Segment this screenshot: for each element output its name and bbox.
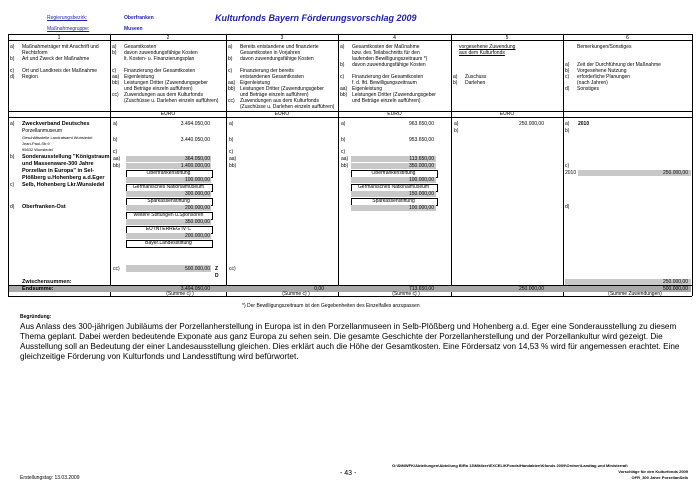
col-number-2: 2 [166,35,170,41]
col3-c-label: c) [229,149,234,155]
begruendung-label: Begründung: [20,314,52,320]
col6-zwischen-value: 250.000,00 [662,279,688,285]
col2-dritte-5-name: EU INTERREG IV C [145,226,192,232]
col4-bb-value: 350.000,00 [408,163,434,169]
col4-a-label: a) [341,121,346,127]
col4-aa-label: aa) [341,156,349,162]
col4-bb-label: bb) [341,163,349,169]
begruendung-text: Aus Anlass des 300-jährigen Jubiläums der Porzellanherstellung in Europa ist in den Porzellanmuseen in Selb-Plößberg und Hohenberg a.d. Eger eine Sonderausstellung zu diesem Thema geplant. Dabei werden bedeutende Exponate aus ganz Europa zu sehen sein. Die gesamte Geschichte der Porzellanherstellung und der Porzellankultur wird gezeigt. Die Ausstellung soll an Bedeutung der einer Landesausstellung gleichen. Dies erklärt auch die Höhe der Gesamtkosten. Eine Fördersatz von 14,53 % wird für angemessen erachtet. Eine gleichzeitige Förderung von Kulturfonds und Landesstiftung wird befürwortet. [20,322,680,361]
col2-dritte-6-name: Bayer.Landesstiftung [145,240,192,246]
footer-path-3: OFR_300 Jahre PorzellanSelb [631,475,688,480]
col3-a-label: a) [229,121,234,127]
col2-dritte-1-name: Oberfrankenstiftung [146,170,191,176]
col2-aa-label: aa) [113,156,121,162]
col3-bb-label: bb) [229,163,237,169]
project-address-1: Geschäftsstelle Landratsamt Wunsiedel [22,135,93,140]
col3-b-label: b) [229,137,234,143]
col4-dritte-2-name: Germanisches Nationalmuseum [357,184,430,190]
project-purpose-4: Plößberg u.Hohenberg a.d.Eger [22,175,105,181]
project-name: Zweckverband Deutsches [22,121,90,127]
col4-header: a) Gesamtkosten der Maßnahme bzw. des Teilabschnitts für den laufenden Bewilligungszeitraum *) b) davon zuwendungsfähige Kosten c) Finanzierung der Gesamtkosten f. d. lfd. Bewilligungszeitraum aa) Eigenleistung bb) Leistungen Dritter (Zuwendungsgeber und Beträge einzeln aufführen) [340,44,436,104]
col4-aa-value: 113.650,00 [409,156,434,162]
project-name2: Porzellanmuseum [22,128,63,134]
col2-b-label: b) [113,137,118,143]
col4-dritte-3-value: 100.000,00 [408,205,434,211]
footer-path-2: Vorschläge für den Kulturfonds 2009 [618,469,688,474]
project-location: Selb, Hohenberg Lkr.Wunsiedel [22,182,105,188]
col5-end-value: 250.000,00 [518,286,544,292]
col6-b-label: b) [565,128,570,134]
col2-bb-label: bb) [113,163,121,169]
col4-b-label: b) [341,137,346,143]
project-b-label: b) [10,154,15,160]
col2-dritte-5-value: 200.000,00 [184,233,210,239]
col2-dritte-4-name: weitere Stiftungen u.Sponsoren [133,212,204,218]
col5-header: vorgesehene Zuwendung aus dem Kulturfonds a) Zuschuss b) Darlehen [453,44,516,86]
col6-c-year: 2010 [565,170,577,176]
currency-col4: EURO [387,111,402,117]
project-c-label: c) [10,182,15,188]
col5-a-value: 250.000,00 [518,121,544,127]
col6-sum-label: (Summe Zuwendungen) [608,291,662,297]
col2-aa-value: 364.050,00 [184,156,210,162]
col6-header: Bemerkungen/Sonstiges a) Zeit der Durchführung der Maßnahme b) Vorgesehene Nutzung c) erforderliche Planungen (nach Jahren) d) Sonstiges [565,44,661,92]
col2-cc-value: 500.000,00 [184,266,210,272]
category-value: Museen [124,26,143,32]
project-region: Oberfranken-Ost [22,204,66,210]
footnote: *) Der Bewilligungszeitraum ist den Gegebenheiten des Einzelfalles anzupassen [242,303,420,309]
col-number-1: 1 [57,35,61,41]
col2-header: a) Gesamtkosten b) davon zuwendungsfähige Kosten lt. Kosten- u. Finanzierungsplan c) Finanzierung der Gesamtkosten aa) Eigenleistung bb) Leistungen Dritter (Zuwendungsgeber und Beträge einzeln aufführen) cc) Zuwendungen aus dem Kulturfonds (Zuschüsse u. Darlehen einzeln aufführen) [112,44,219,104]
col5-b-label: b) [454,128,459,134]
col2-a-label: a) [113,121,118,127]
col3-sum-label: (Summe c) ) [282,291,310,297]
col2-end-value: 3.494.050,00 [180,286,210,292]
col4-sum-label: (Summe c) ) [392,291,420,297]
col4-dritte-1-name: Oberfrankenstiftung [371,170,416,176]
col4-dritte-3-name: Sparkassenstiftung [372,198,415,204]
col6-c-label: c) [565,163,570,169]
col2-a-value: 3.494.050,00 [180,121,210,127]
col6-end-value: 500.000,00 [662,286,688,292]
col2-cc-flag-d: D [215,273,219,279]
col2-bb-value: 1.400.000,00 [180,163,210,169]
col2-c-label: c) [113,149,118,155]
created-date: Erstellungstag: 13.03.2009 [20,475,80,481]
endsumme-label: Endsumme: [22,286,54,292]
zwischensummen-label: Zwischensummen: [22,279,72,285]
currency-col2: EURO [160,111,176,117]
col4-dritte-1-value: 100.000,00 [408,177,434,183]
col2-dritte-2-value: 300.000,00 [184,191,210,197]
col4-a-value: 963.650,00 [408,121,434,127]
col2-dritte-4-value: 350.000,00 [184,219,210,225]
col3-header: a) Bereits entstandene und finanzierte Gesamtkosten in Vorjahren b) davon zuwendungsfähige Kosten c) Finanzierung der bereits entstandenen Gesamtkosten aa) Eigenleistung bb) Leistungen Dritter (Zuwendungsgeber und Beträge einzeln aufführen) cc) Zuwendungen aus dem Kulturfonds (Zuschüsse u. Darlehen einzeln aufführen) [228,44,335,110]
col2-sum-label: (Summe c) ) [166,291,194,297]
col2-dritte-2-name: Germanisches Nationalmuseum [132,184,205,190]
col2-cc-flag-z: Z [215,266,219,272]
col-number-6: 6 [626,35,629,41]
col4-c-label: c) [341,149,346,155]
col4-end-value: 713.650,00 [408,286,434,292]
col2-dritte-1-value: 100.000,00 [184,177,210,183]
project-purpose-2: und Massenware-300 Jahre [22,161,94,167]
col2-b-value: 3.440.050,00 [180,137,210,143]
project-purpose-1: Sonderausstellung "Königstraum [22,154,110,160]
currency-col3: EURO [274,111,290,117]
category-label: Maßnahmegruppe: [47,26,90,32]
col6-d-label: d) [565,204,570,210]
region-value: Oberfranken [124,15,154,21]
col1-header: a) Maßnahmeträger mit Anschrift und Rechtsform b) Art und Zweck der Maßnahme c) Ort und Landkreis der Maßnahme d) Region [10,44,99,80]
col2-dritte-3-value: 200.000,00 [184,205,210,211]
col-number-4: 4 [393,35,396,41]
col3-aa-label: aa) [229,156,237,162]
project-address-3: 95632 Wunsiedel [22,147,53,152]
col4-b-value: 953.650,00 [408,137,434,143]
col5-a-label: a) [454,121,459,127]
col3-end-value: 0,00 [314,286,324,292]
col6-c-value: 250.000,00 [662,170,688,176]
col4-dritte-2-value: 150.000,00 [408,191,434,197]
currency-col5: EURO [499,111,515,117]
page-title: Kulturfonds Bayern Förderungsvorschlag 2009 [215,13,417,23]
project-d-label: d) [10,204,15,210]
col-number-5: 5 [505,35,509,41]
col3-cc-label: cc) [229,266,236,272]
col6-a-label: a) [565,121,570,127]
project-address-2: Jean-Paul-Str.9 [22,141,50,146]
page-number: - 43 - [340,470,357,477]
col2-dritte-3-name: Sparkassenstiftung [147,198,190,204]
project-purpose-3: Porzellan in Europa" in Sel- [22,168,94,174]
project-a-label: a) [10,121,15,127]
col2-cc-label: cc) [113,266,120,272]
region-label: Regierungsbezirk: [47,15,88,21]
col6-a-value: 2010 [578,121,590,127]
col-number-3: 3 [280,35,284,41]
footer-path: G:\StMWFK\Abteilungen\Abteilung B\Ra 13\Mitilzer\EXCEL\KFonds\Handakten\Kfonds 2009\Ordner\Landtag und Ministerrat\ [392,463,628,468]
